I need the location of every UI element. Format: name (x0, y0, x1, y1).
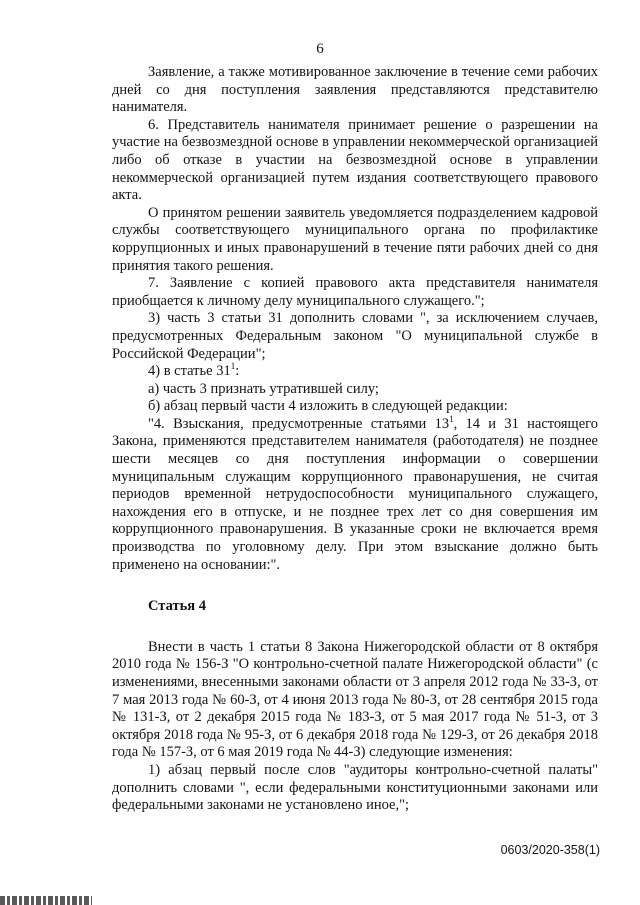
document-code: 0603/2020-358(1) (500, 843, 600, 857)
paragraph: Заявление, а также мотивированное заключение в течение семи рабочих дней со дня поступления заявления представляются представителю нанимателя. (112, 64, 598, 116)
paragraph-text: , 14 и 31 настоящего Закона, применяются представителем нанимателя (работодателя) не позднее шести месяцев со дня поступления информации о совершении муниципальным служащим коррупционного правонарушения, не считая периодов временной нетрудоспособности муниципального служащего, нахождения его в отпуске, и не позднее трех лет со дня совершения им коррупционного правонарушения. В указанные сроки не включается время производства по уголовному делу. При этом взыскание должно быть применено на основании:". (112, 415, 598, 573)
paragraph-text: 4) в статье 31 (148, 363, 231, 380)
paragraph: О принятом решении заявитель уведомляется подразделением кадровой службы соответствующего муниципального органа по профилактике коррупционных и иных правонарушений в течение пяти рабочих дней со дня принятия такого решения. (112, 204, 598, 274)
scan-barcode-fragment (0, 896, 92, 905)
article-heading: Статья 4 (148, 598, 206, 615)
paragraph: 1) абзац первый после слов "аудиторы контрольно-счетной палаты" дополнить словами ", если федеральными конституционными законами или федеральными законами не установлено иное,"; (112, 761, 598, 814)
paragraph: 7. Заявление с копией правового акта представителя нанимателя приобщается к личному делу муниципального служащего."; (112, 275, 598, 309)
paragraph: а) часть 3 признать утратившей силу; (148, 380, 379, 397)
paragraph (112, 363, 598, 381)
paragraph (112, 413, 598, 574)
document-body (112, 64, 598, 815)
paragraph-text: "4. Взыскания, предусмотренные статьями 13 (148, 415, 450, 432)
paragraph: 3) часть 3 статьи 31 дополнить словами ", за исключением случаев, предусмотренных Федеральным законом "О муниципальной службе в Российской Федерации"; (112, 310, 598, 362)
page-number: 6 (316, 41, 324, 57)
paragraph: Внести в часть 1 статьи 8 Закона Нижегородской области от 8 октября 2010 года № 156-З "О контрольно-счетной палате Нижегородской области" (с изменениями, внесенными законами области от 3 апреля 2012 года № 33-З, от 7 мая 2013 года № 60-З, от 4 июня 2013 года № 80-З, от 28 сентября 2015 года № 131-З, от 2 декабря 2015 года № 183-З, от 5 мая 2017 года № 51-З, от 3 октября 2018 года № 95-З, от 6 декабря 2018 года № 129-З, от 26 декабря 2018 года № 157-З, от 6 мая 2019 года № 44-З) следующие изменения: (112, 638, 598, 761)
paragraph: 6. Представитель нанимателя принимает решение о разрешении на участие на безвозмездной основе в управлении некоммерческой организацией либо об отказе в участии на безвозмездной основе в управлении некоммерческой организацией путем издания соответствующего правового акта. (112, 116, 598, 204)
superscript: 1 (230, 361, 236, 372)
superscript: 1 (449, 413, 454, 424)
paragraph: б) абзац первый части 4 изложить в следующей редакции: (148, 398, 508, 415)
paragraph-text: : (235, 363, 240, 380)
